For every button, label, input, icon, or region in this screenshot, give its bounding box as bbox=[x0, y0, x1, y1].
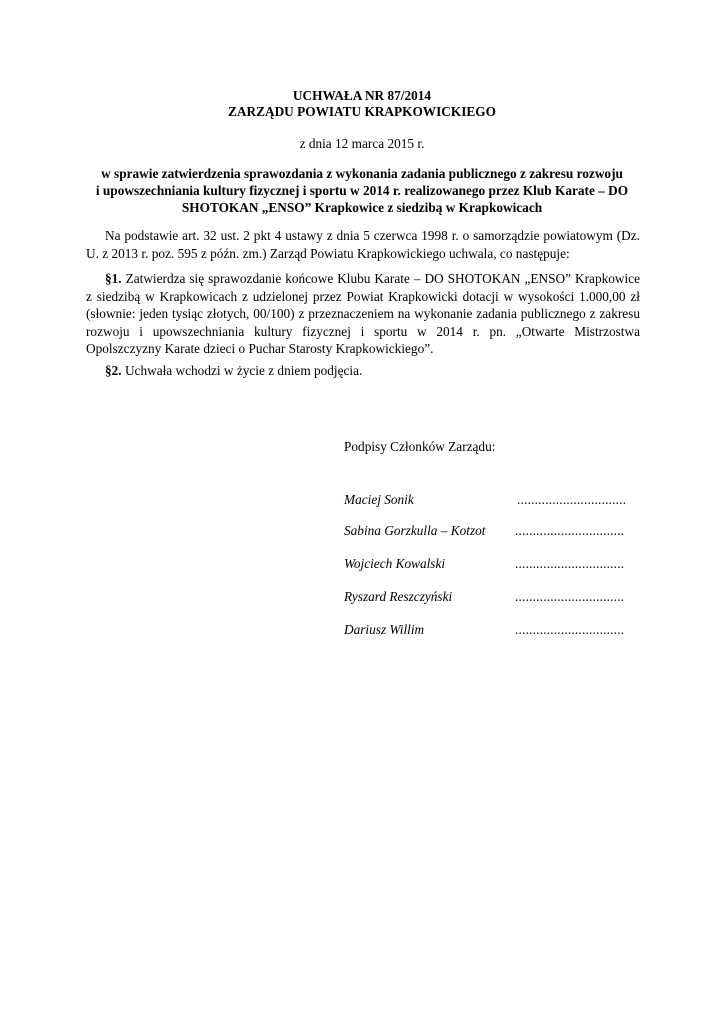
resolution-subject bbox=[86, 165, 638, 216]
preamble-paragraph: Na podstawie art. 32 ust. 2 pkt 4 ustawy z dnia 5 czerwca 1998 r. o samorządzie powiatowym (Dz. U. z 2013 r. poz. 595 z późn. zm.) Zarząd Powiatu Krapkowickiego uchwala, co następuje: bbox=[86, 228, 640, 261]
signature-line: ............................... bbox=[515, 622, 625, 637]
signature-name: Maciej Sonik bbox=[344, 492, 414, 507]
signature-line: ............................... bbox=[515, 589, 625, 604]
paragraph-2-label: §2. bbox=[105, 363, 122, 378]
paragraph-2-text: Uchwała wchodzi w życie z dniem podjęcia. bbox=[124, 363, 363, 378]
signature-row bbox=[344, 492, 644, 510]
signature-row bbox=[344, 622, 644, 640]
signature-line: ............................... bbox=[517, 492, 627, 507]
resolution-title bbox=[86, 88, 638, 120]
signature-line: ............................... bbox=[515, 523, 625, 538]
signature-row bbox=[344, 523, 644, 541]
paragraph-2 bbox=[86, 362, 640, 380]
title-line-2: ZARZĄDU POWIATU KRAPKOWICKIEGO bbox=[228, 104, 496, 119]
signature-line: ............................... bbox=[515, 556, 625, 571]
resolution-date: z dnia 12 marca 2015 r. bbox=[299, 136, 425, 151]
signature-row bbox=[344, 556, 644, 574]
paragraph-1 bbox=[86, 270, 640, 358]
signature-name: Sabina Gorzkulla – Kotzot bbox=[344, 523, 486, 538]
signature-name: Wojciech Kowalski bbox=[344, 556, 446, 571]
title-line-1: UCHWAŁA NR 87/2014 bbox=[292, 88, 432, 103]
paragraph-1-label: §1. bbox=[105, 271, 122, 286]
signature-row bbox=[344, 589, 644, 607]
subject-line-2: i upowszechniania kultury fizycznej i sportu w 2014 r. realizowanego przez Klub Karate – DO bbox=[95, 183, 629, 198]
signature-name: Dariusz Willim bbox=[344, 622, 425, 637]
paragraph-1-text: Zatwierdza się sprawozdanie końcowe Klubu Karate – DO SHOTOKAN „ENSO” Krapkowice z siedzibą w Krapkowicach z udzielonej przez Powiat Krapkowicki dotacji w wysokości 1.000,00 zł (słownie: jeden tysiąc złotych, 00/100) z przeznaczeniem na wykonanie zadania publicznego z zakresu rozwoju i upowszechniania kultury fizycznej i sportu w 2014 r. pn. „Otwarte Mistrzostwa Opolszczyzny Karate dzieci o Puchar Starosty Krapkowickiego”. bbox=[86, 271, 640, 356]
subject-line-1: w sprawie zatwierdzenia sprawozdania z wykonania zadania publicznego z zakresu rozwoju bbox=[101, 166, 623, 181]
signature-name: Ryszard Reszczyński bbox=[344, 589, 453, 604]
subject-line-3: SHOTOKAN „ENSO” Krapkowice z siedzibą w Krapkowicach bbox=[181, 200, 543, 215]
signatures-header: Podpisy Członków Zarządu: bbox=[344, 439, 496, 454]
